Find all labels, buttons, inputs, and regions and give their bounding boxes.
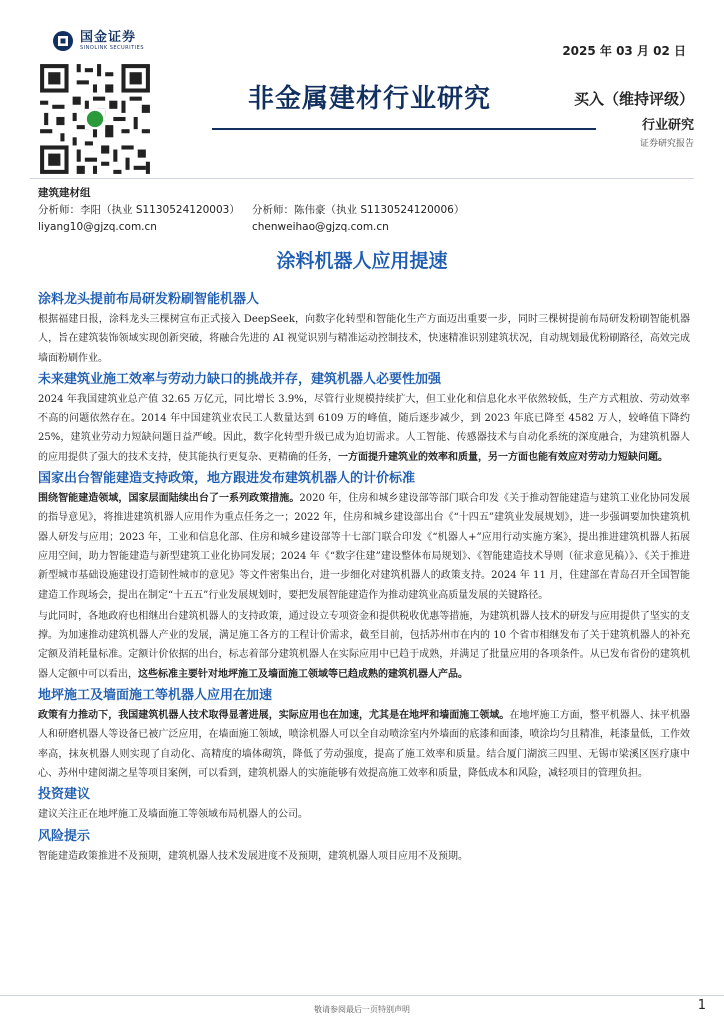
footer-disclaimer: 敬请参阅最后一页特别声明	[314, 1005, 410, 1014]
footer-divider	[0, 995, 724, 996]
paragraph-bold-text: 围绕智能建造领域，国家层面陆续出台了一系列政策措施。	[38, 493, 300, 505]
section-paragraph: 智能建造政策推进不及预期，建筑机器人技术发展进度不及预期，建筑机器人项目应用不及预期。	[38, 850, 468, 862]
brand-name-cn: 国金证券	[80, 29, 137, 45]
brand-logo	[52, 30, 144, 52]
analyst-1: 分析师：李阳（执业 S1130524120003）	[38, 204, 240, 216]
paragraph-text: 2024 年我国建筑业总产值 32.65 万亿元，同比增长 3.9%，尽管行业规模持续扩大，但工业化和信息化水平依然较低，生产方式粗放、劳动效率不高的问题依然存在。2014 年中国建筑业农民工人数量达到 6109 万的峰值，随后逐步减少，到 2023 年底已降至 4582 万人，较峰值下降约 25%，建筑业劳动力短缺问题日益严峻。因此，数字化转型升级已成为迫切需求。人工智能、传感器技术与自动化系统的深度融合，为建筑机器人的应用提供了强大的技术支持，使其能执行更复杂、更精确的任务，	[38, 393, 690, 463]
section-heading: 投资建议	[38, 787, 91, 803]
paragraph-bold-text: 这些标准主要针对地坪施工及墙面施工领域等已趋成熟的建筑机器人产品。	[138, 668, 468, 680]
paragraph-text: 2020 年，住房和城乡建设部等部门联合印发《关于推动智能建造与建筑工业化协同发展的指导意见》，将推进建筑机器人应用作为重点任务之一；2022 年，住房和城乡建设部出台《“十四五”建筑业发展规划》，进一步强调要加快建筑机器人研发与应用；2023 年，工业和信息化部、住房和城乡建设部等十七部门联合印发《“机器人+”应用行动实施方案》，提出推进建筑机器人拓展应用空间，助力智能建造与新型建筑工业化协同发展；2024 年《“数字住建”建设整体布局规划》、《智能建造技术导则（征求意见稿）》、《关于推进新型城市基础设施建设打造韧性城市的意见》等文件密集出台，进一步细化对建筑机器人的政策支持。2024 年 11 月，住建部在青岛召开全国智能建造工作现场会，提出在制定“十五五”行业发展规划时，要把发展智能建造作为推动建筑业高质量发展的关键路径。	[38, 493, 691, 601]
report-title: 涂料机器人应用提速	[276, 250, 448, 272]
section-heading: 涂料龙头提前布局研发粉刷智能机器人	[38, 292, 260, 307]
section-paragraph	[38, 489, 690, 605]
section-paragraph: 根据福建日报，涂料龙头三棵树宣布正式接入 DeepSeek，向数字化转型和智能化生产方面迈出重要一步，同时三棵树提前布局研发粉刷智能机器人，旨在建筑装饰领域实现创新突破，将融合先进的 AI 视觉识别与精准运动控制技术，快速精准识别建筑状况，自动规划最优粉刷路径，高效完成墙面粉刷作业。	[38, 314, 690, 364]
section-heading: 国家出台智能建造支持政策，地方跟进发布建筑机器人的计价标准	[38, 471, 416, 487]
report-body	[38, 290, 690, 868]
section-heading: 风险提示	[38, 828, 91, 844]
analyst-1-email[interactable]: liyang10@gjzq.com.cn	[38, 221, 157, 233]
section-heading: 地坪施工及墙面施工等机器人应用在加速	[38, 688, 273, 704]
report-type-label: 证券研究报告	[639, 139, 694, 149]
page-number: 1	[697, 998, 706, 1013]
header-divider	[212, 128, 596, 130]
qr-code-icon	[36, 60, 154, 178]
section-heading: 未来建筑业施工效率与劳动力缺口的挑战并存，建筑机器人必要性加强	[38, 371, 442, 387]
analyst-2: 分析师：陈伟豪（执业 S1130524120006）	[252, 204, 465, 216]
sector-label: 建筑建材组	[38, 187, 91, 199]
header-bottom-divider	[30, 178, 694, 179]
analyst-block	[38, 185, 464, 236]
sinolink-logo-icon	[52, 30, 74, 52]
paragraph-text: 与此同时，各地政府也相继出台建筑机器人的支持政策，通过设立专项资金和提供税收优惠等措施，为建筑机器人技术的研发与应用提供了坚实的支撑。为加速推动建筑机器人产业的发展，满足施工各方的工程计价需求，截至目前，包括苏州市在内的 10 个省市相继发布了关于建筑机器人的补充定额及消耗量标准。定额计价依据的出台，标志着部分建筑机器人在实际应用中已趋于成熟，并满足了批量应用的各项条件。从已发布省份的建筑机器人定额中可以看出，	[38, 610, 690, 680]
section-paragraph	[38, 390, 690, 467]
paragraph-bold-text: 政策有力推动下，我国建筑机器人技术取得显著进展，实际应用也在加速，尤其是在地坪和墙面施工领域。	[38, 710, 510, 722]
brand-name-en: SINOLINK SECURITIES	[80, 44, 144, 51]
page-title: 非金属建材行业研究	[248, 84, 492, 114]
section-paragraph: 建议关注正在地坪施工及墙面施工等领域布局机器人的公司。	[38, 809, 308, 821]
rating-label: 买入（维持评级）	[573, 90, 694, 108]
section-paragraph	[38, 607, 690, 684]
paragraph-text: 在地坪施工方面，整平机器人、抹平机器人和研磨机器人等设备已被广泛应用，在墙面施工领域，喷涂机器人可以全自动喷涂室内外墙面的底漆和面漆，喷涂均匀且精准，耗漆量低，工作效率高，抹灰机器人则实现了自动化、高精度的墙体砌筑，降低了劳动强度，提高了施工效率和质量。结合厦门湖滨三四里、无锡市梁溪区医疗康中心、苏州中建阅湖之星等项目案例，可以看到，建筑机器人的实施能够有效提高施工效率和质量，降低成本和风险，减轻项目的管理负担。	[38, 710, 690, 779]
section-paragraph	[38, 706, 690, 783]
paragraph-bold-text: 一方面提升建筑业的效率和质量，另一方面也能有效应对劳动力短缺问题。	[338, 451, 668, 463]
report-date: 2025 年 03 月 02 日	[562, 44, 686, 58]
analyst-2-email[interactable]: chenweihao@gjzq.com.cn	[252, 221, 389, 233]
industry-research-label: 行业研究	[641, 118, 694, 133]
